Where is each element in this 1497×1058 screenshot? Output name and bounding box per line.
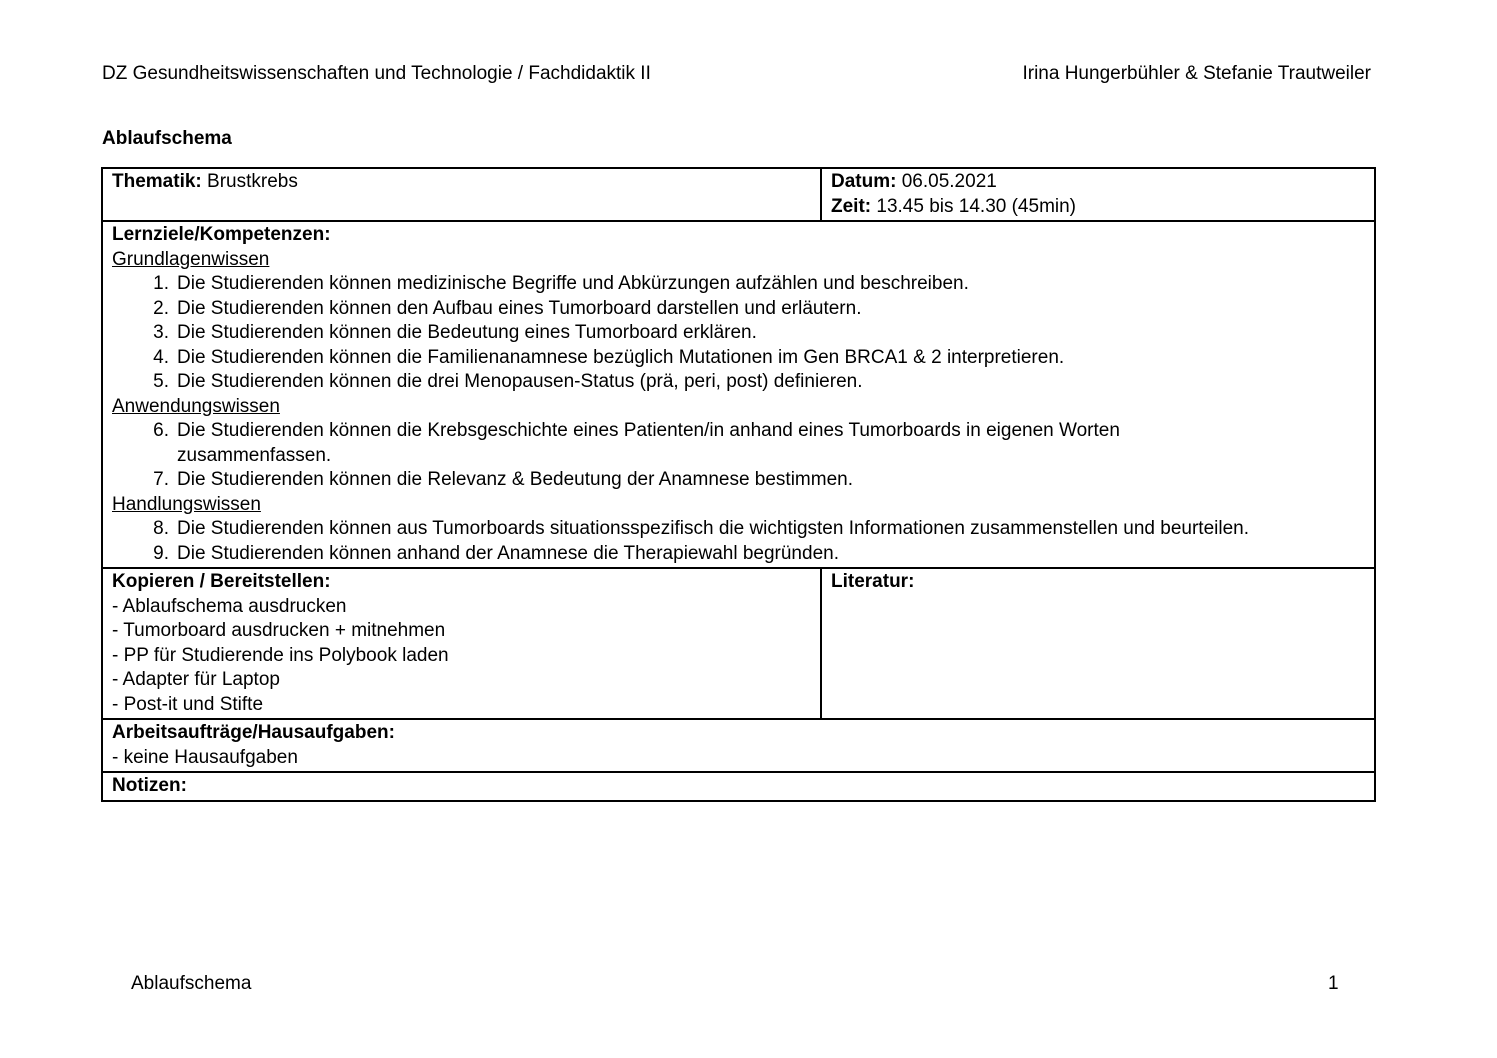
arbeit-label: Arbeitsaufträge/Hausaufgaben:: [112, 722, 395, 743]
kopieren-item: - PP für Studierende ins Polybook laden: [112, 644, 449, 666]
kopieren-item: - Tumorboard ausdrucken + mitnehmen: [112, 620, 446, 641]
goal-text: Die Studierenden können die Bedeutung eines Tumorboard erklären.: [177, 322, 757, 343]
goal-text: Die Studierenden können die Krebsgeschichte eines Patienten/in anhand eines Tumorboards in eigenen Worten zusammenfassen.: [177, 420, 1120, 466]
thematik-label: Thematik:: [112, 171, 202, 192]
tasks-row: [102, 719, 1375, 772]
datum-value: 06.05.2021: [896, 171, 997, 192]
goal-item: 7. Die Studierenden können die Relevanz & Bedeutung der Anamnese bestimmen.: [153, 469, 853, 490]
goal-item: 4. Die Studierenden können die Familienanamnese bezüglich Mutationen im Gen BRCA1 & 2 interpretieren.: [153, 346, 1065, 368]
kopieren-item: - Post-it und Stifte: [112, 693, 264, 715]
arbeit-cell: [102, 719, 1375, 772]
goal-text: Die Studierenden können aus Tumorboards situationsspezifisch die wichtigsten Informationen zusammenstellen und beurteilen.: [177, 518, 1250, 539]
goal-text: Die Studierenden können anhand der Anamnese die Therapiewahl begründen.: [177, 542, 839, 564]
goal-item: 8. Die Studierenden können aus Tumorboards situationsspezifisch die wichtigsten Informationen zusammenstellen und beurteilen.: [153, 518, 1250, 539]
page-number: 1: [1328, 973, 1339, 994]
header-course-title: DZ Gesundheitswissenschaften und Technologie / Fachdidaktik II: [102, 63, 651, 84]
goal-text: Die Studierenden können die drei Menopausen-Status (prä, peri, post) definieren.: [177, 371, 863, 392]
goal-item: 2. Die Studierenden können den Aufbau eines Tumorboard darstellen und erläutern.: [153, 297, 862, 319]
datum-label: Datum:: [831, 171, 897, 192]
literatur-cell: [821, 568, 1375, 719]
arbeit-item: - keine Hausaufgaben: [112, 746, 298, 768]
goal-item: 9. Die Studierenden können anhand der Anamnese die Therapiewahl begründen.: [153, 542, 839, 564]
thematik-value: Brustkrebs: [201, 171, 298, 192]
goal-item: 3. Die Studierenden können die Bedeutung eines Tumorboard erklären.: [153, 322, 757, 343]
goals-list-anwendung: [112, 419, 1366, 493]
datum-cell: [821, 168, 1375, 221]
thematik-cell: [102, 168, 821, 221]
kopieren-item: - Ablaufschema ausdrucken: [112, 595, 347, 617]
section-heading-grundlagen: Grundlagenwissen: [112, 248, 270, 270]
lernziele-label: Lernziele/Kompetenzen:: [112, 224, 331, 245]
goal-text: Die Studierenden können die Relevanz & Bedeutung der Anamnese bestimmen.: [177, 469, 853, 490]
notizen-cell: [102, 772, 1375, 801]
goal-text: Die Studierenden können die Familienanamnese bezüglich Mutationen im Gen BRCA1 & 2 interpretieren.: [177, 346, 1065, 368]
zeit-line: [831, 195, 1366, 220]
kopieren-cell: [102, 568, 821, 719]
goal-text: Die Studierenden können den Aufbau eines Tumorboard darstellen und erläutern.: [177, 297, 862, 319]
section-heading-handlung: Handlungswissen: [112, 493, 261, 515]
zeit-value: 13.45 bis 14.30 (45min): [871, 195, 1077, 217]
zeit-label: Zeit:: [831, 195, 872, 217]
goals-row: [102, 221, 1375, 568]
goal-item: 6. Die Studierenden können die Krebsgeschichte eines Patienten/in anhand eines Tumorboards in eigenen Worten zusammenfassen.: [153, 420, 1120, 466]
lernziele-cell: [102, 221, 1375, 568]
literatur-label: Literatur:: [831, 571, 915, 592]
notes-row: [102, 772, 1375, 801]
goals-list-handlung: [112, 517, 1366, 566]
datum-line: [831, 170, 1366, 195]
notizen-label: Notizen:: [112, 775, 187, 796]
footer-title: Ablaufschema: [131, 973, 252, 994]
header-authors: Irina Hungerbühler & Stefanie Trautweiler: [1022, 63, 1371, 84]
goal-text: Die Studierenden können medizinische Begriffe und Abkürzungen aufzählen und beschreiben.: [177, 273, 969, 294]
section-heading-anwendung: Anwendungswissen: [112, 395, 280, 417]
goal-item: 1. Die Studierenden können medizinische Begriffe und Abkürzungen aufzählen und beschreiben.: [153, 273, 969, 294]
kopieren-item: - Adapter für Laptop: [112, 669, 280, 690]
kopieren-label: Kopieren / Bereitstellen:: [112, 571, 331, 592]
document-title: Ablaufschema: [102, 128, 232, 149]
topic-row: [102, 168, 1375, 221]
goal-item: 5. Die Studierenden können die drei Menopausen-Status (prä, peri, post) definieren.: [153, 371, 863, 392]
lesson-plan-table: [101, 167, 1376, 802]
materials-row: [102, 568, 1375, 719]
goals-list-grundlagen: [112, 272, 1366, 395]
